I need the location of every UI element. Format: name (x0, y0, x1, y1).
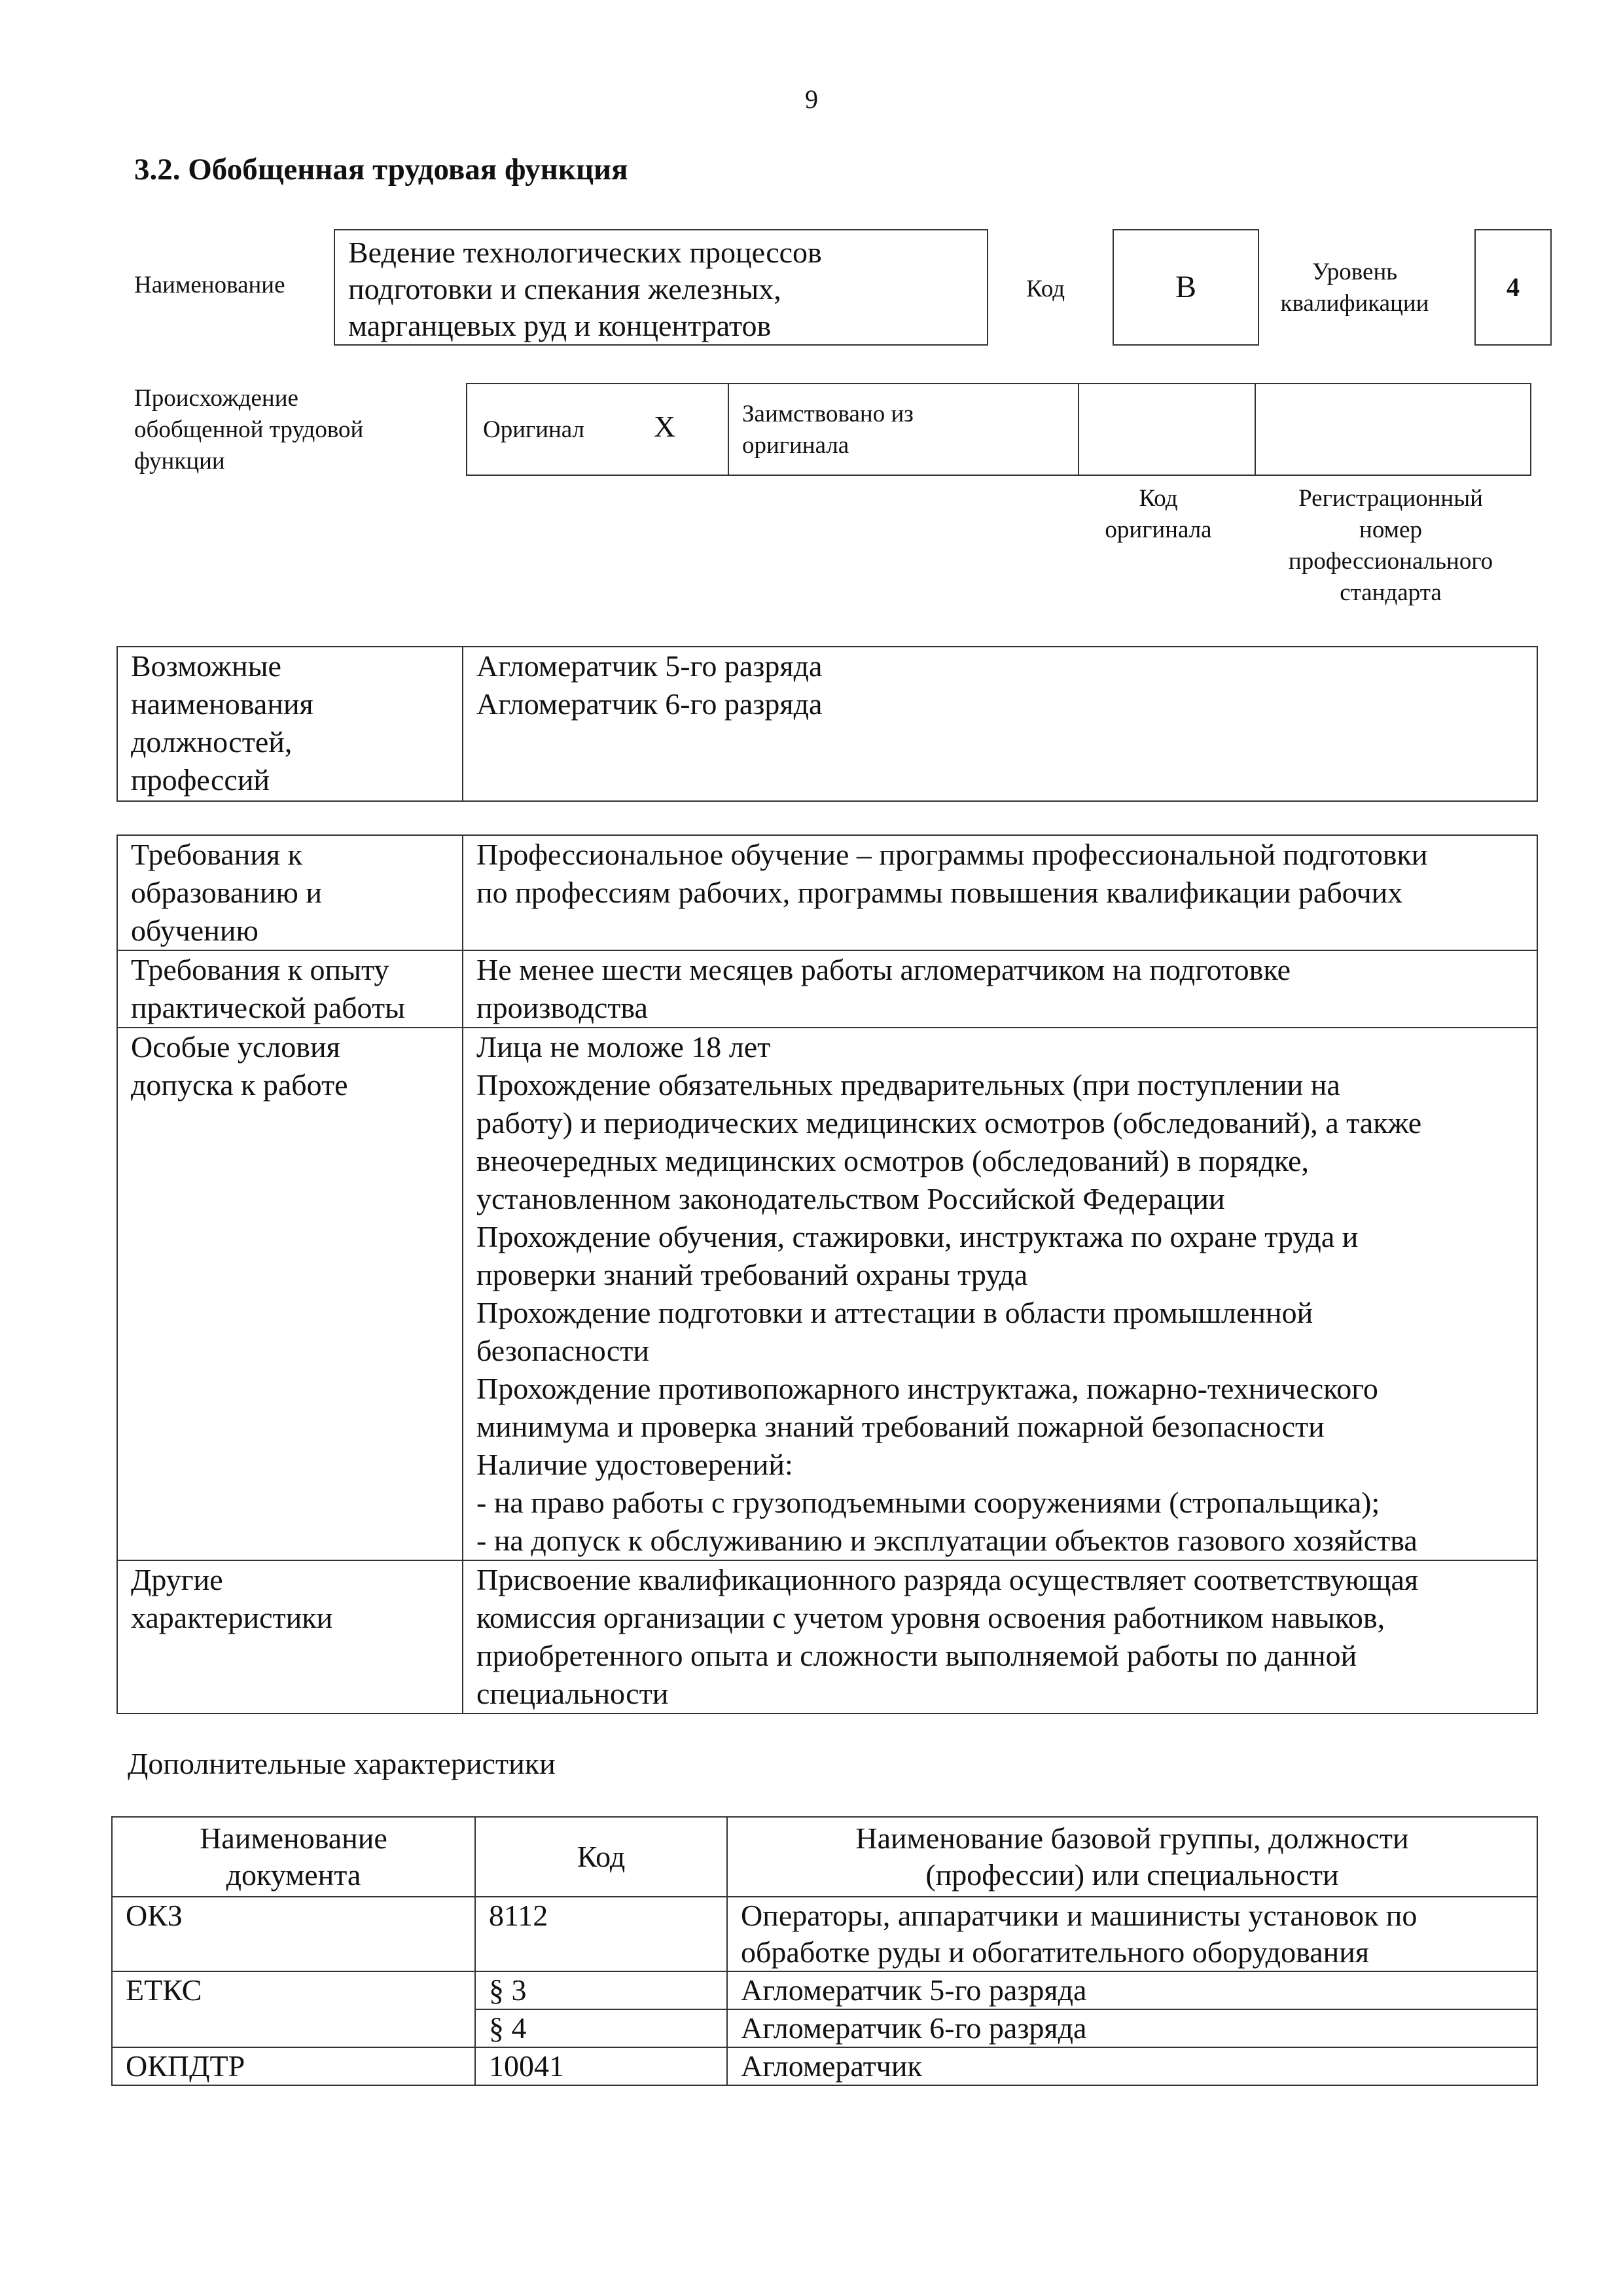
header-line: (профессии) или специальности (925, 1858, 1339, 1892)
caption-line: Регистрационный (1298, 485, 1483, 512)
label-line: обучению (131, 914, 259, 947)
label-line: Требования к (131, 838, 302, 871)
origin-label-line: Происхождение (134, 385, 298, 412)
header-line: документа (226, 1858, 361, 1892)
caption-line: оригинала (1105, 516, 1212, 543)
value-line: производства (476, 991, 648, 1024)
value-line: Не менее шести месяцев работы агломератчиком на подготовке (476, 953, 1291, 986)
section-title: 3.2. Обобщенная трудовая функция (134, 152, 628, 187)
code-cell: § 3 (475, 1971, 727, 2009)
original-label: Оригинал (483, 416, 585, 443)
value-line: Прохождение обучения, стажировки, инструктажа по охране труда и (476, 1220, 1359, 1253)
table-header-row (112, 1817, 1537, 1897)
name-cell (727, 1897, 1537, 1971)
label-line: Особые условия (131, 1030, 340, 1064)
doc-cell: ОКПДТР (112, 2047, 475, 2085)
function-name-line: подготовки и спекания железных, (348, 272, 781, 306)
code-label: Код (1026, 276, 1065, 302)
positions-label (117, 647, 463, 801)
table-row (117, 1560, 1537, 1713)
positions-label-line: наименования (131, 687, 313, 721)
header-code: Код (475, 1817, 727, 1897)
caption-line: профессионального (1288, 548, 1493, 575)
origin-table (466, 383, 1531, 476)
label-line: допуска к работе (131, 1068, 348, 1102)
function-name-line: Ведение технологических процессов (348, 236, 822, 269)
header-line: Наименование (200, 1821, 387, 1855)
label-line: практической работы (131, 991, 405, 1024)
borrowed-label-line: оригинала (742, 432, 849, 459)
doc-cell: ОКЗ (112, 1897, 475, 1971)
code-cell: 8112 (475, 1897, 727, 1971)
value-line: безопасности (476, 1334, 650, 1367)
value-line: - на право работы с грузоподъемными сооружениями (стропальщика); (476, 1486, 1380, 1519)
requirement-value (463, 1028, 1537, 1560)
name-cell: Агломератчик (727, 2047, 1537, 2085)
table-row (112, 1897, 1537, 1971)
requirements-table (116, 834, 1538, 1714)
table-row (112, 2047, 1537, 2085)
header-line: Наименование базовой группы, должности (855, 1821, 1409, 1855)
requirement-label (117, 835, 463, 950)
level-label-line: квалификации (1280, 290, 1429, 317)
reg-number-caption (1250, 483, 1531, 609)
level-label (1276, 257, 1433, 319)
value-line: Присвоение квалификационного разряда осуществляет соответствующая (476, 1563, 1419, 1596)
code-original-caption (1073, 483, 1243, 546)
caption-line: номер (1359, 516, 1422, 543)
additional-title: Дополнительные характеристики (128, 1747, 556, 1780)
table-row (117, 1028, 1537, 1560)
positions-values (463, 647, 1537, 801)
value-line: специальности (476, 1677, 669, 1710)
name-label: Наименование (134, 272, 285, 298)
function-name-line: марганцевых руд и концентратов (348, 309, 772, 342)
borrowed-label (742, 399, 914, 461)
code-cell: § 4 (475, 2009, 727, 2047)
value-line: Прохождение противопожарного инструктажа, пожарно-технического (476, 1372, 1378, 1405)
position-item: Агломератчик 6-го разряда (476, 687, 823, 721)
origin-label (134, 383, 363, 477)
name-cell: Агломератчик 6-го разряда (727, 2009, 1537, 2047)
label-line: характеристики (131, 1601, 333, 1634)
value-line: работу) и периодических медицинских осмотров (обследований), а также (476, 1106, 1422, 1139)
value-line: Прохождение обязательных предварительных (при поступлении на (476, 1068, 1340, 1102)
header-group (727, 1817, 1537, 1897)
value-line: Наличие удостоверений: (476, 1448, 793, 1481)
value-line: комиссия организации с учетом уровня освоения работником навыков, (476, 1601, 1385, 1634)
label-line: Другие (131, 1563, 223, 1596)
requirement-label (117, 950, 463, 1028)
caption-line: стандарта (1340, 579, 1442, 606)
doc-cell: ЕТКС (112, 1971, 475, 2047)
label-line: Требования к опыту (131, 953, 389, 986)
level-label-line: Уровень (1311, 259, 1398, 285)
value-line: Прохождение подготовки и аттестации в области промышленной (476, 1296, 1313, 1329)
label-line: образованию и (131, 876, 322, 909)
name-line: Операторы, аппаратчики и машинисты установок по (741, 1899, 1418, 1932)
positions-label-line: должностей, (131, 725, 293, 759)
requirement-value (463, 835, 1537, 950)
name-cell: Агломератчик 5-го разряда (727, 1971, 1537, 2009)
origin-label-line: обобщенной трудовой (134, 416, 364, 443)
value-line: Профессиональное обучение – программы профессиональной подготовки (476, 838, 1428, 871)
positions-label-line: профессий (131, 763, 270, 797)
name-line: обработке руды и обогатительного оборудования (741, 1935, 1370, 1969)
original-mark: X (654, 410, 676, 443)
code-value: B (1113, 229, 1259, 346)
position-item: Агломератчик 5-го разряда (476, 649, 823, 683)
value-line: Лица не моложе 18 лет (476, 1030, 771, 1064)
level-value: 4 (1474, 229, 1552, 346)
requirement-label (117, 1028, 463, 1560)
code-cell: 10041 (475, 2047, 727, 2085)
positions-label-line: Возможные (131, 649, 281, 683)
table-row (112, 1971, 1537, 2009)
requirement-value (463, 950, 1537, 1028)
value-line: установленном законодательством Российской Федерации (476, 1182, 1225, 1215)
requirement-label (117, 1560, 463, 1713)
header-document (112, 1817, 475, 1897)
value-line: проверки знаний требований охраны труда (476, 1258, 1028, 1291)
origin-label-line: функции (134, 448, 225, 475)
table-row (117, 950, 1537, 1028)
page-number: 9 (805, 84, 818, 114)
value-line: по профессиям рабочих, программы повышения квалификации рабочих (476, 876, 1403, 909)
function-name-box (334, 229, 988, 346)
borrowed-label-line: Заимствовано из (742, 401, 914, 427)
value-line: минимума и проверка знаний требований пожарной безопасности (476, 1410, 1325, 1443)
value-line: приобретенного опыта и сложности выполняемой работы по данной (476, 1639, 1357, 1672)
value-line: - на допуск к обслуживанию и эксплуатации объектов газового хозяйства (476, 1524, 1418, 1557)
additional-table (111, 1816, 1538, 2086)
positions-table (116, 646, 1538, 802)
value-line: внеочередных медицинских осмотров (обследований) в порядке, (476, 1144, 1310, 1177)
requirement-value (463, 1560, 1537, 1713)
table-row (117, 835, 1537, 950)
caption-line: Код (1139, 485, 1178, 512)
